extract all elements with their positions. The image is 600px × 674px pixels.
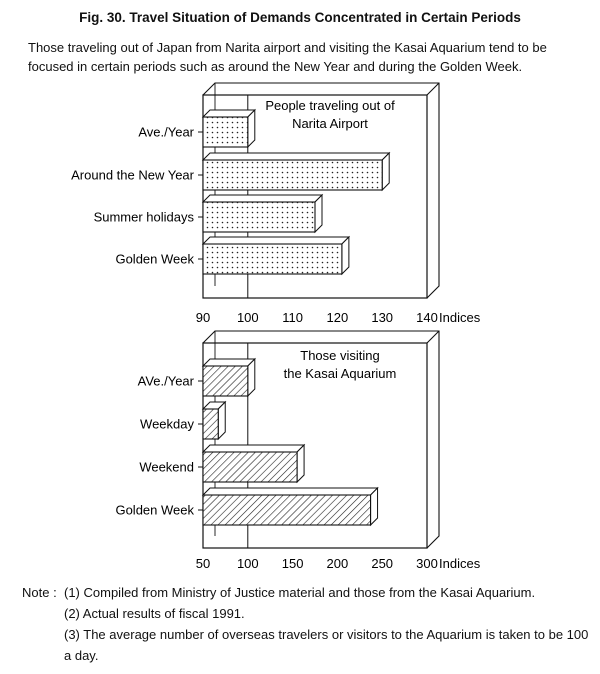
category-label: Weekday (140, 416, 194, 432)
note-row-2 (22, 603, 592, 624)
x-tick-label: 200 (326, 556, 349, 571)
chart-title-line: the Kasai Aquarium (283, 366, 397, 381)
bar-ave-year (203, 366, 248, 396)
bar-weekend (203, 452, 297, 482)
notes-lead: Note : (22, 585, 57, 600)
x-tick-label: 140 (416, 310, 438, 325)
category-label: Around the New Year (71, 167, 194, 183)
bar-weekday (203, 409, 218, 439)
bar-side-golden-week (342, 237, 349, 274)
bar-side-weekday (218, 402, 225, 439)
bar-side-around-the-new-year (382, 153, 389, 190)
x-tick-label: 110 (282, 310, 303, 325)
x-tick-label: 120 (326, 310, 349, 325)
category-label: AVe./Year (137, 373, 194, 389)
bar-side-golden-week (371, 488, 378, 525)
bar-top-golden-week (203, 488, 378, 495)
x-tick-label: 130 (371, 310, 394, 325)
figure-title: Fig. 30. Travel Situation of Demands Concentrated in Certain Periods (79, 10, 521, 25)
bar-top-ave-year (203, 359, 255, 366)
category-label: Weekend (139, 459, 194, 475)
bar-summer-holidays (203, 202, 315, 232)
chart-title-line: People traveling out of (265, 98, 395, 113)
bar-side-summer-holidays (315, 195, 322, 232)
x-tick-label: 300 (416, 556, 438, 571)
bar-ave-year (203, 117, 248, 147)
note-item-3: (3) The average number of overseas travelers or visitors to the Aquarium is taken to be 100 a day. (64, 627, 589, 663)
x-axis-label: Indices (439, 310, 481, 325)
bar-top-weekend (203, 445, 304, 452)
chart-kasai-aquarium (115, 331, 480, 571)
note-row-3 (22, 624, 592, 666)
chart-title-line: Narita Airport (292, 116, 368, 131)
x-tick-label: 250 (371, 556, 394, 571)
category-label: Summer holidays (93, 209, 194, 225)
bar-top-around-the-new-year (203, 153, 389, 160)
intro-text: Those traveling out of Japan from Narita airport and visiting the Kasai Aquarium tend to be focused in certain periods such as around the New Year and during the Golden Week. (28, 40, 547, 74)
x-tick-label: 100 (236, 556, 259, 571)
category-label: Ave./Year (138, 124, 194, 140)
bar-top-summer-holidays (203, 195, 322, 202)
bar-side-weekend (297, 445, 304, 482)
bar-golden-week (203, 495, 371, 525)
bar-side-ave-year (248, 359, 255, 396)
category-label: Golden Week (115, 251, 194, 267)
bar-side-ave-year (248, 110, 255, 147)
bar-golden-week (203, 244, 342, 274)
x-tick-label: 150 (281, 556, 304, 571)
chart-narita (71, 83, 481, 325)
x-tick-label: 90 (195, 310, 211, 325)
x-tick-label: 50 (195, 556, 211, 571)
note-item-2: (2) Actual results of fiscal 1991. (64, 606, 245, 621)
bar-top-golden-week (203, 237, 349, 244)
bar-top-ave-year (203, 110, 255, 117)
x-tick-label: 100 (236, 310, 259, 325)
x-axis-label: Indices (439, 556, 481, 571)
note-item-1: (1) Compiled from Ministry of Justice material and those from the Kasai Aquarium. (64, 585, 536, 600)
category-label: Golden Week (115, 502, 194, 518)
bar-around-the-new-year (203, 160, 382, 190)
notes-block (22, 582, 592, 666)
note-row-1 (22, 582, 592, 603)
chart-title-line: Those visiting (300, 348, 380, 363)
